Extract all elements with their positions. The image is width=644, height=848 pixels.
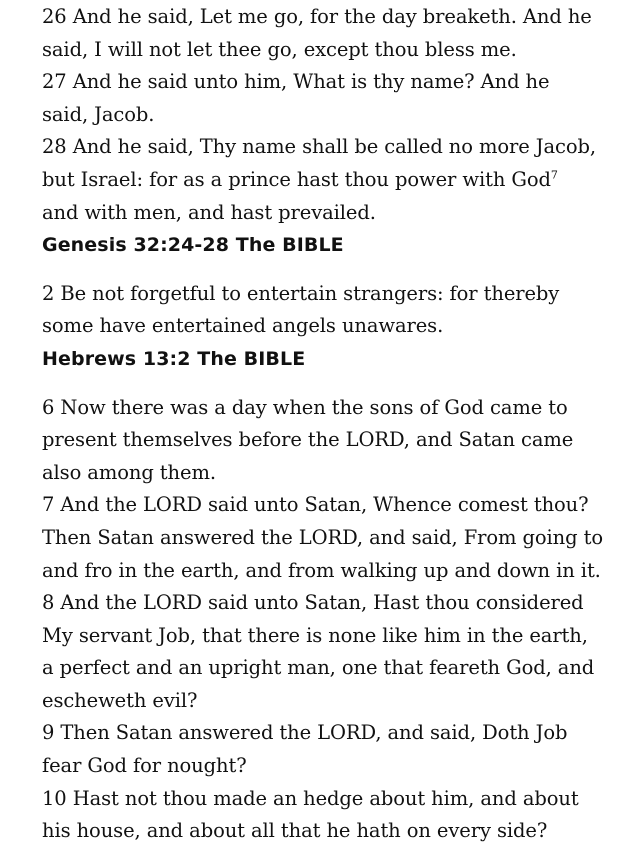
verse-text: but Israel: for as a prince hast thou power with God bbox=[42, 167, 551, 191]
verse-line: 8 And the LORD said unto Satan, Hast thou considered bbox=[42, 591, 584, 615]
verse-line: Then Satan answered the LORD, and said, From going to bbox=[42, 525, 603, 549]
spacer bbox=[42, 376, 632, 392]
verse-line: also among them. bbox=[42, 460, 216, 484]
citation-genesis: Genesis 32:24-28 The BIBLE bbox=[42, 234, 344, 257]
verse-line: 6 Now there was a day when the sons of God came to bbox=[42, 395, 568, 419]
verse-line: present themselves before the LORD, and Satan came bbox=[42, 428, 574, 452]
verse-line: said, Jacob. bbox=[42, 102, 155, 126]
footnote-marker: 7 bbox=[550, 168, 558, 182]
verse-line: escheweth evil? bbox=[42, 688, 198, 712]
verse-line: 7 And the LORD said unto Satan, Whence comest thou? bbox=[42, 493, 589, 517]
verse-line: and with men, and hast prevailed. bbox=[42, 200, 376, 224]
verse-line: 26 And he said, Let me go, for the day breaketh. And he bbox=[42, 5, 592, 28]
spacer bbox=[42, 262, 632, 278]
verse-line: 28 And he said, Thy name shall be called no more Jacob, bbox=[42, 135, 596, 159]
verse-line: a perfect and an upright man, one that feareth God, and bbox=[42, 656, 595, 680]
verse-line: and fro in the earth, and from walking up and down in it. bbox=[42, 558, 601, 582]
passage-genesis bbox=[42, 1, 632, 262]
verse-line: 9 Then Satan answered the LORD, and said, Doth Job bbox=[42, 721, 568, 745]
verse-line: 27 And he said unto him, What is thy name? And he bbox=[42, 70, 550, 94]
verse-line: fear God for nought? bbox=[42, 754, 247, 778]
document-page bbox=[42, 1, 632, 848]
passage-job bbox=[42, 392, 632, 848]
verse-line: said, I will not let thee go, except thou bless me. bbox=[42, 37, 517, 61]
passage-hebrews bbox=[42, 278, 632, 376]
verse-line: some have entertained angels unawares. bbox=[42, 314, 444, 338]
verse-line: 10 Hast not thou made an hedge about him, and about bbox=[42, 786, 579, 810]
verse-line: My servant Job, that there is none like him in the earth, bbox=[42, 623, 588, 647]
citation-hebrews: Hebrews 13:2 The BIBLE bbox=[42, 347, 306, 370]
verse-line: 2 Be not forgetful to entertain strangers: for thereby bbox=[42, 281, 560, 305]
verse-line: his house, and about all that he hath on every side? bbox=[42, 819, 548, 843]
verse-line-with-footnote bbox=[42, 164, 632, 197]
